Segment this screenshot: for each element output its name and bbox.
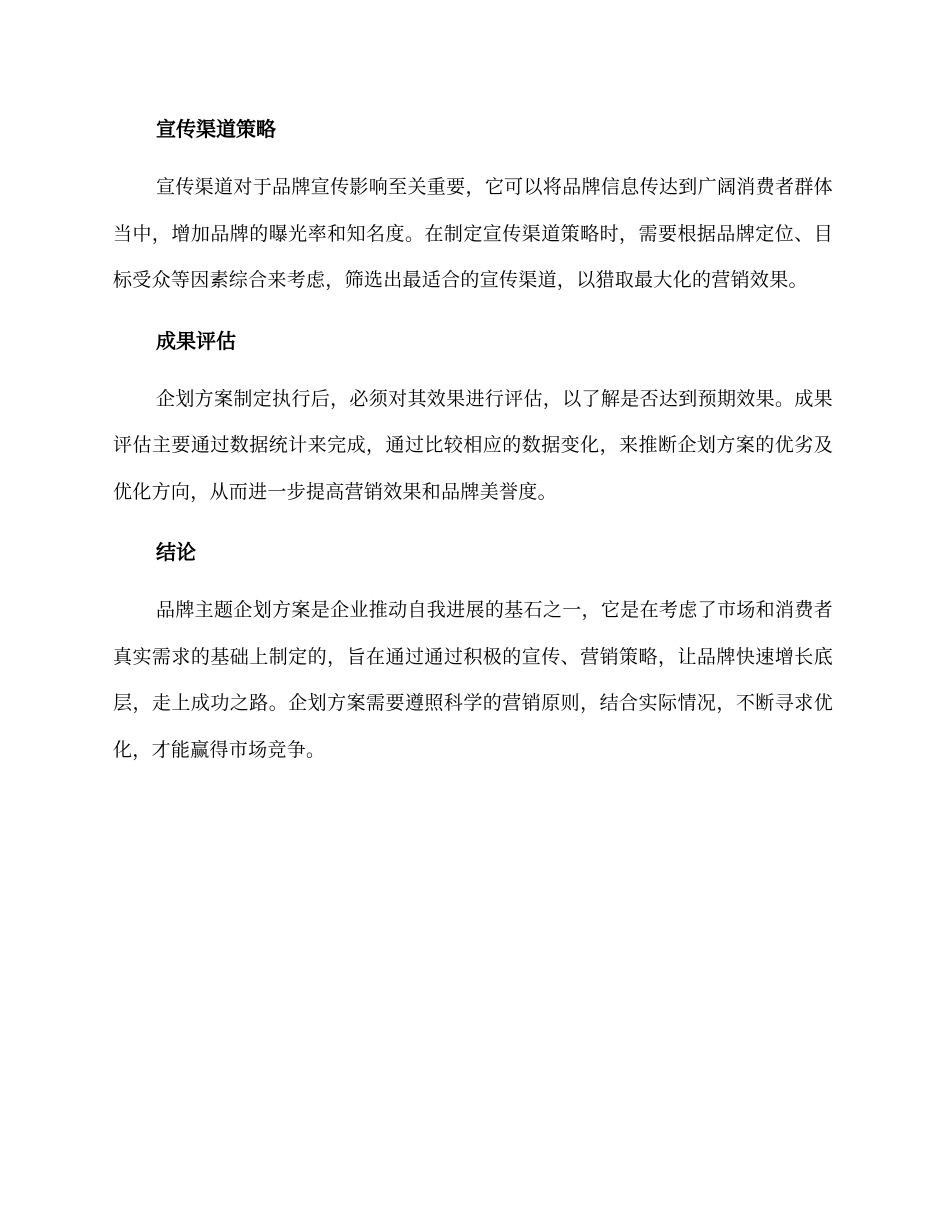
section-results-evaluation [113, 322, 833, 516]
section-paragraph: 品牌主题企划方案是企业推动自我进展的基石之一，它是在考虑了市场和消费者真实需求的基础上制定的，旨在通过通过积极的宣传、营销策略，让品牌快速增长底层，走上成功之路。企划方案需要遵照科学的营销原则，结合实际情况，不断寻求优化，才能赢得市场竞争。 [113, 599, 833, 761]
section-paragraph: 宣传渠道对于品牌宣传影响至关重要，它可以将品牌信息传达到广阔消费者群体当中，增加品牌的曝光率和知名度。在制定宣传渠道策略时，需要根据品牌定位、目标受众等因素综合来考虑，筛选出最适合的宣传渠道，以猎取最大化的营销效果。 [113, 176, 833, 291]
section-heading: 成果评估 [156, 328, 236, 353]
section-paragraph: 企划方案制定执行后，必须对其效果进行评估，以了解是否达到预期效果。成果评估主要通过数据统计来完成，通过比较相应的数据变化，来推断企划方案的优劣及优化方向，从而进一步提高营销效果和品牌美誉度。 [113, 387, 833, 503]
section-conclusion [113, 533, 833, 773]
section-heading: 宣传渠道策略 [156, 117, 276, 141]
document-content [113, 110, 833, 773]
section-publicity-channel-strategy [113, 110, 833, 304]
section-heading: 结论 [156, 540, 196, 564]
